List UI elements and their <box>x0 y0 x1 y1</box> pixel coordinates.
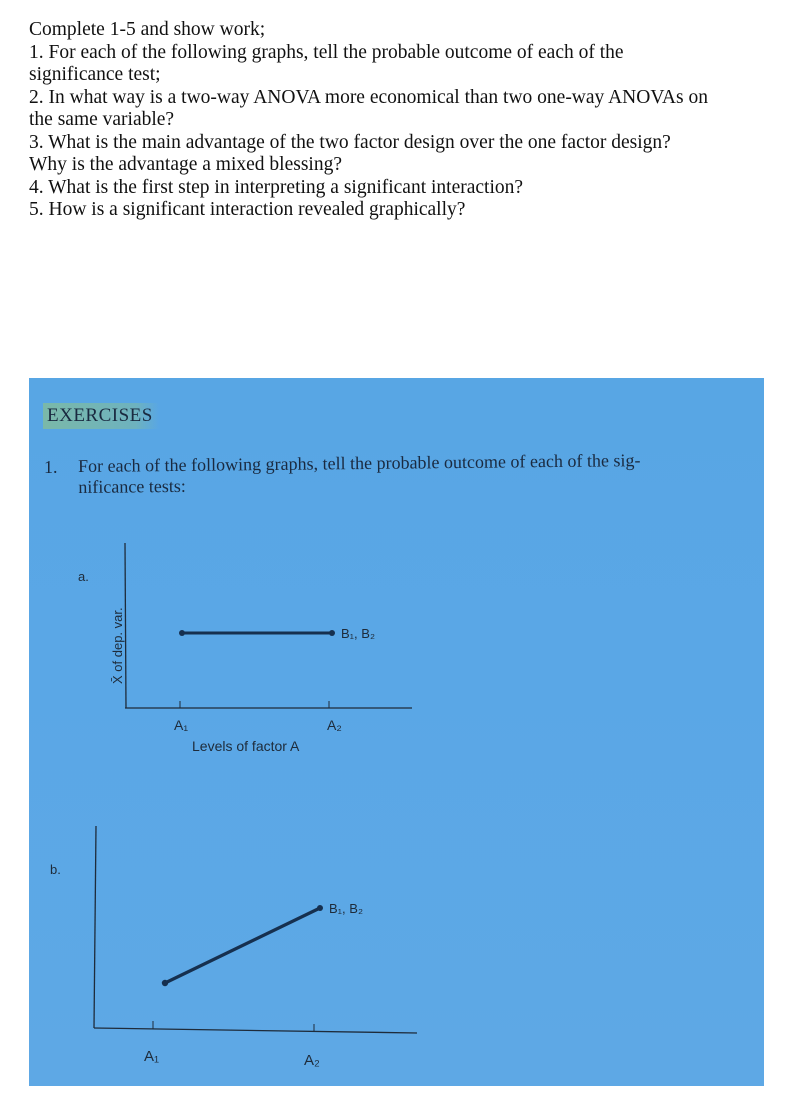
textbook-photo <box>29 378 764 1086</box>
graph-a <box>78 543 412 754</box>
graph-b-tick-label-2: A₂ <box>304 1052 320 1069</box>
graph-a-series-label: B₁, B₂ <box>341 626 375 641</box>
exercises-heading: EXERCISES <box>43 403 159 429</box>
instruction-line: Complete 1-5 and show work; <box>29 19 266 40</box>
graph-a-label: a. <box>78 569 89 584</box>
question-3-line-1: 3. What is the main advantage of the two factor design over the one factor design? <box>29 131 671 153</box>
question-1-line-2: significance test; <box>29 64 161 85</box>
graphs-svg <box>29 378 764 1086</box>
question-4: 4. What is the first step in interpreting a significant interaction? <box>29 176 524 198</box>
graph-b-series-label: B₁, B₂ <box>329 901 363 916</box>
question-2-line-2: the same variable? <box>29 109 175 130</box>
graph-b-point-a2 <box>317 905 323 911</box>
question-2-line-1: 2. In what way is a two-way ANOVA more economical than two one-way ANOVAs on <box>29 86 708 108</box>
assignment-questions <box>29 19 779 222</box>
exercise-text-line-2: nificance tests: <box>78 475 186 497</box>
graph-b-tick-label-1: A₁ <box>144 1048 160 1065</box>
graph-a-point-a2 <box>329 630 335 636</box>
graph-b-point-a1 <box>162 980 168 986</box>
graph-b-y-axis <box>94 826 96 1028</box>
graph-a-tick-label-2: A₂ <box>327 717 342 733</box>
graph-a-x-axis-label: Levels of factor A <box>192 738 300 754</box>
graph-b-series-line <box>165 908 320 983</box>
question-3-line-2: Why is the advantage a mixed blessing? <box>29 154 342 175</box>
graph-b-label: b. <box>50 862 61 877</box>
exercise-number: 1. <box>44 457 58 477</box>
graph-b-x-axis <box>94 1028 417 1033</box>
graph-a-y-axis-label: X̄ of dep. var. <box>110 607 125 684</box>
exercise-text-line-1: For each of the following graphs, tell the probable outcome of each of the sig- <box>78 450 641 476</box>
question-5: 5. How is a significant interaction revealed graphically? <box>29 199 466 220</box>
graph-a-y-axis <box>125 543 126 708</box>
question-1-line-1: 1. For each of the following graphs, tell the probable outcome of each of the <box>29 41 624 63</box>
graph-b <box>50 826 417 1069</box>
graph-a-point-a1 <box>179 630 185 636</box>
graph-a-tick-label-1: A₁ <box>174 717 189 733</box>
